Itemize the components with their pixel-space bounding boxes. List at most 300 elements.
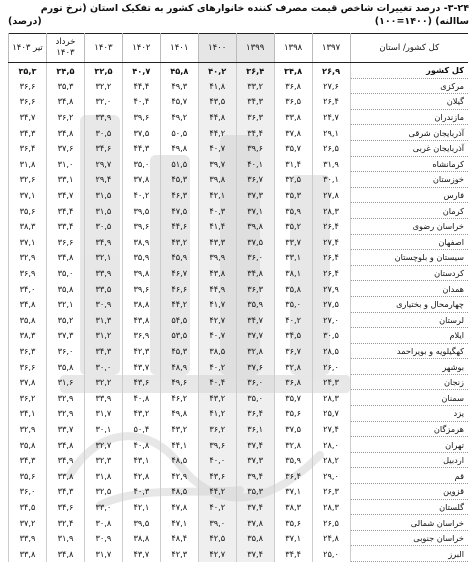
table-cell: ۳۰,۹ [84,296,122,312]
table-cell: ۳۵,۶ [274,515,312,531]
table-cell: ۳۴,۸ [47,125,85,141]
table-cell: ۳۳,۴ [47,218,85,234]
table-cell: ۲۹,۱ [312,125,350,141]
table-cell: ۲۷,۴ [312,234,350,250]
table-cell: ۴۳,۵ [198,94,236,110]
table-row [9,125,469,141]
table-cell: ۴۸,۹ [160,359,198,375]
table-cell: ۴۳,۲ [160,234,198,250]
table-cell: ۳۴,۷ [9,109,47,125]
table-cell: ۳۷,۱ [274,484,312,500]
table-cell: ۴۴,۶ [160,218,198,234]
table-cell: ۳۳,۹ [9,530,47,546]
table-cell: ۴۷,۱ [160,515,198,531]
table-cell: ۳۷,۴ [236,437,274,453]
table-cell: ۳۷,۸ [122,172,160,188]
table-cell: ۳۹,۴ [236,468,274,484]
table-cell: ۳۶,۷ [274,343,312,359]
table-cell: ۴۱,۴ [198,218,236,234]
table-cell: ۴۰,۲ [198,359,236,375]
table-cell: ۳۱,۸ [84,468,122,484]
table-cell: ۴۰,۳ [198,203,236,219]
column-header-1401: ۱۴۰۱ [160,34,198,63]
region-name: خراسان رضوی [350,218,468,234]
table-cell: ۳۹,۹ [198,250,236,266]
table-cell: ۴۰,۲ [198,63,236,79]
table-cell: ۳۶,۹ [122,328,160,344]
table-cell: ۳۶,۰ [9,484,47,500]
region-name: کردستان [350,265,468,281]
table-cell: ۲۷,۵ [312,296,350,312]
region-name: گیلان [350,94,468,110]
table-cell: ۳۱,۴ [274,156,312,172]
table-cell: ۳۴,۳ [236,94,274,110]
table-cell: ۳۲,۸ [236,343,274,359]
table-cell: ۳۶,۳ [9,343,47,359]
table-cell: ۳۵,۹ [122,250,160,266]
table-cell: ۲۷,۸ [312,187,350,203]
table-cell: ۳۰,۵ [84,218,122,234]
table-cell: ۳۴,۳ [9,452,47,468]
table-cell: ۵۱,۵ [160,156,198,172]
table-cell: ۳۵,۳ [9,63,47,79]
table-cell: ۳۱,۵ [84,203,122,219]
table-cell: ۳۹,۸ [122,265,160,281]
table-cell: ۳۲,۸ [274,359,312,375]
region-name: تهران [350,437,468,453]
table-cell: ۳۹,۷ [198,156,236,172]
table-cell: ۲۷,۹ [312,281,350,297]
table-cell: ۴۵,۸ [160,63,198,79]
table-cell: ۳۶,۲ [198,421,236,437]
table-cell: ۴۰,۴ [198,374,236,390]
table-cell: ۳۵,۸ [47,281,85,297]
table-cell: ۳۴,۸ [9,296,47,312]
table-cell: ۴۳,۸ [122,312,160,328]
table-cell: ۳۱,۲ [84,328,122,344]
table-cell: ۳۳,۱ [47,172,85,188]
table-cell: ۴۴,۲ [198,125,236,141]
table-row [9,250,469,266]
table-cell: ۳۶,۷ [236,172,274,188]
table-cell: ۲۹,۰ [312,468,350,484]
table-cell: ۳۲,۴ [47,515,85,531]
table-cell: ۳۹,۰ [198,515,236,531]
region-name: قزوین [350,484,468,500]
table-cell: ۳۵,۸ [9,312,47,328]
table-cell: ۴۳,۲ [198,390,236,406]
table-cell: ۳۲,۲ [84,78,122,94]
region-name: سمنان [350,390,468,406]
table-row [9,437,469,453]
table-cell: ۳۳,۱ [274,250,312,266]
table-cell: ۴۳,۲ [160,421,198,437]
table-cell: ۴۲,۷ [198,546,236,562]
table-cell: ۳۳,۲ [236,78,274,94]
table-row [9,203,469,219]
table-cell: ۴۰,۸ [122,390,160,406]
table-cell: ۳۵,۲ [47,312,85,328]
table-row [9,390,469,406]
table-cell: ۳۸,۳ [9,328,47,344]
table-cell: ۳۵,۷ [274,390,312,406]
table-row [9,452,469,468]
table-cell: ۳۹,۸ [236,218,274,234]
table-cell: ۳۵,۹ [274,452,312,468]
table-cell: ۳۴,۰ [9,281,47,297]
table-cell: ۴۲,۱ [198,187,236,203]
table-cell: ۴۸,۵ [160,452,198,468]
region-name: لرستان [350,312,468,328]
table-cell: ۲۴,۷ [312,109,350,125]
table-cell: ۳۳,۷ [47,421,85,437]
table-cell: ۴۲,۳ [122,343,160,359]
region-name: همدان [350,281,468,297]
table-cell: ۳۶,۶ [9,359,47,375]
table-cell: ۳۴,۳ [47,484,85,500]
table-cell: ۳۲,۸ [274,437,312,453]
table-cell: ۳۶,۲ [47,109,85,125]
table-cell: ۴۲,۱ [122,499,160,515]
table-row [9,78,469,94]
table-cell: ۳۷,۴ [236,546,274,562]
table-cell: ۴۳,۷ [122,546,160,562]
table-cell: ۳۰,۰ [84,359,122,375]
table-cell: ۳۹,۶ [122,109,160,125]
table-cell: ۳۱,۹ [47,530,85,546]
region-name: مازندران [350,109,468,125]
table-cell: ۳۴,۵ [47,63,85,79]
table-cell: ۳۱,۹ [312,156,350,172]
table-cell: ۳۰,۱ [312,172,350,188]
table-cell: ۴۶,۲ [160,390,198,406]
table-cell: ۳۷,۷ [236,328,274,344]
table-cell: ۴۹,۸ [160,140,198,156]
table-cell: ۲۶,۵ [312,515,350,531]
table-cell: ۴۳,۶ [122,374,160,390]
region-name: چهارمحال و بختیاری [350,296,468,312]
table-cell: ۳۸,۳ [274,499,312,515]
table-cell: ۳۶,۰ [47,343,85,359]
table-cell: ۳۵,۷ [274,140,312,156]
table-cell: ۴۲,۵ [198,530,236,546]
table-cell: ۲۶,۴ [312,218,350,234]
table-cell: ۳۴,۱ [9,406,47,422]
table-cell: ۳۹,۶ [236,140,274,156]
region-name: خوزستان [350,172,468,188]
column-header-1403: ۱۴۰۳ [84,34,122,63]
inflation-table [8,33,468,562]
table-cell: ۳۶,۳ [236,281,274,297]
table-cell: ۲۸,۳ [312,390,350,406]
table-cell: ۴۳,۲ [122,406,160,422]
region-name: قم [350,468,468,484]
table-row [9,499,469,515]
table-cell: ۲۶,۵ [312,140,350,156]
table-cell: ۵۰,۵ [160,125,198,141]
table-cell: ۴۰,۳ [122,484,160,500]
table-cell: ۳۴,۸ [47,94,85,110]
table-cell: ۲۶,۴ [312,265,350,281]
table-cell: ۴۴,۱ [160,437,198,453]
table-cell: ۳۴,۵ [274,328,312,344]
table-cell: ۳۲,۹ [47,390,85,406]
table-cell: ۴۰,۲ [274,312,312,328]
table-cell: ۳۲,۷ [84,437,122,453]
table-cell: ۳۹,۶ [122,281,160,297]
table-cell: ۳۶,۱ [236,421,274,437]
region-name: آذربایجان شرقی [350,125,468,141]
column-header-1400: ۱۴۰۰ [198,34,236,63]
region-name: هرمزگان [350,421,468,437]
table-row [9,109,469,125]
table-cell: ۳۵,۰ [274,296,312,312]
table-cell: ۳۲,۹ [9,250,47,266]
table-header-row [9,34,469,63]
table-cell: ۳۲,۱ [47,296,85,312]
table-cell: ۳۵,۰ [47,265,85,281]
table-cell: ۳۵,۲ [274,218,312,234]
table-cell: ۳۷,۸ [274,125,312,141]
table-cell: ۳۹,۵ [122,515,160,531]
table-cell: ۳۲,۲ [84,374,122,390]
region-name: خراسان شمالی [350,515,468,531]
table-cell: ۳۴,۹ [84,234,122,250]
table-cell: ۳۱,۷ [84,406,122,422]
table-cell: ۴۴,۸ [198,109,236,125]
table-row [9,172,469,188]
column-header-region: کل کشور/ استان [350,34,468,63]
table-cell: ۴۰,۲ [122,187,160,203]
region-name: مرکزی [350,78,468,94]
table-cell: ۴۱,۸ [198,78,236,94]
table-cell: ۳۶,۶ [9,78,47,94]
table-cell: ۴۸,۵ [160,484,198,500]
table-cell: ۲۸,۵ [312,343,350,359]
table-cell: ۳۷,۵ [122,125,160,141]
table-cell: ۲۵,۷ [312,406,350,422]
table-cell: ۳۵,۰ [236,390,274,406]
table-row [9,265,469,281]
table-cell: ۴۰,۱ [236,156,274,172]
table-cell: ۳۸,۹ [122,234,160,250]
region-name: یزد [350,406,468,422]
table-cell: ۳۵,۶ [9,203,47,219]
table-cell: ۳۰,۱ [84,421,122,437]
table-cell: ۳۴,۴ [47,203,85,219]
table-cell: ۳۴,۹ [47,452,85,468]
table-cell: ۳۸,۸ [122,296,160,312]
table-cell: ۴۰,۷ [122,63,160,79]
table-cell: ۳۲,۹ [9,421,47,437]
table-cell: ۳۷,۸ [9,374,47,390]
table-cell: ۳۵,۶ [9,468,47,484]
column-header-1398: ۱۳۹۸ [274,34,312,63]
table-cell: ۳۹,۶ [122,218,160,234]
table-cell: ۲۶,۴ [312,94,350,110]
table-cell: ۲۶,۰ [312,359,350,375]
table-row [9,94,469,110]
table-cell: ۳۲,۱ [84,250,122,266]
table-cell: ۳۴,۴ [236,125,274,141]
table-cell: ۳۶,۰ [236,374,274,390]
table-cell: ۲۷,۶ [312,78,350,94]
table-cell: ۴۶,۳ [160,187,198,203]
table-cell: ۳۶,۴ [274,468,312,484]
table-cell: ۳۵,۳ [274,187,312,203]
table-row [9,374,469,390]
table-cell: ۴۹,۸ [160,406,198,422]
table-cell: ۴۹,۶ [160,374,198,390]
table-cell: ۳۱,۳ [84,312,122,328]
table-cell: ۴۰,۲ [198,499,236,515]
table-cell: ۳۳,۸ [9,546,47,562]
table-cell: ۳۸,۸ [122,530,160,546]
table-cell: ۵۰,۴ [122,421,160,437]
region-name: فارس [350,187,468,203]
table-cell: ۲۴,۸ [312,530,350,546]
table-cell: ۳۶,۶ [9,94,47,110]
region-name: کرمان [350,203,468,219]
table-cell: ۴۹,۳ [160,78,198,94]
table-cell: ۳۲,۶ [9,172,47,188]
table-cell: ۳۶,۹ [9,265,47,281]
table-cell: ۳۶,۳ [236,109,274,125]
table-row [9,234,469,250]
table-cell: ۳۱,۶ [47,374,85,390]
table-cell: ۲۸,۲ [312,452,350,468]
table-cell: ۳۲,۳ [84,452,122,468]
table-row [9,296,469,312]
table-cell: ۳۱,۸ [9,156,47,172]
table-cell: ۴۰,۰ [198,452,236,468]
table-cell: ۴۴,۲ [160,296,198,312]
table-cell: ۲۷,۴ [312,421,350,437]
region-name: زنجان [350,374,468,390]
table-title: ۳-۲۴- درصد تغییرات شاخص قیمت مصرف کننده خانوارهای کشور به تفکیک استان (نرخ تورم ساالنه) (۱۴۰۰=۱۰۰) [40,3,469,27]
table-cell: ۲۹,۴ [84,172,122,188]
table-cell: ۳۹,۸ [198,172,236,188]
table-cell: ۳۸,۱ [274,265,312,281]
table-cell: ۳۷,۱ [9,234,47,250]
table-cell: ۴۴,۴ [122,78,160,94]
table-cell: ۲۵,۰ [312,546,350,562]
table-cell: ۳۴,۷ [236,312,274,328]
table-row [9,312,469,328]
table-row [9,468,469,484]
table-cell: ۳۵,۹ [274,203,312,219]
table-cell: ۳۴,۴ [274,546,312,562]
table-cell: ۴۱,۷ [198,296,236,312]
region-name: کل کشور [350,63,468,79]
table-row [9,156,469,172]
table-row [9,484,469,500]
table-cell: ۴۳,۶ [198,468,236,484]
table-cell: ۳۵,۸ [274,281,312,297]
column-header-1399: ۱۳۹۹ [236,34,274,63]
table-cell: ۳۵,۸ [47,359,85,375]
table-cell: ۳۶,۰ [236,250,274,266]
table-cell: ۳۰,۵ [312,328,350,344]
region-name: گلستان [350,499,468,515]
table-cell: ۲۸,۰ [312,437,350,453]
table-cell: ۴۶,۷ [160,265,198,281]
table-cell: ۴۰,۴ [122,94,160,110]
table-row [9,546,469,562]
table-cell: ۴۴,۳ [122,140,160,156]
table-row [9,515,469,531]
table-cell: ۳۷,۲ [9,515,47,531]
table-cell: ۳۳,۹ [84,109,122,125]
table-cell: ۳۶,۲ [9,390,47,406]
table-cell: ۳۳,۹ [84,390,122,406]
table-cell: ۳۶,۸ [274,78,312,94]
table-cell: ۳۷,۴ [236,499,274,515]
table-cell: ۴۰,۷ [198,328,236,344]
table-cell: ۳۲,۵ [84,484,122,500]
table-cell: ۴۸,۴ [160,530,198,546]
table-cell: ۴۲,۹ [160,468,198,484]
unit-label: (درصد) [8,16,42,27]
region-name: البرز [350,546,468,562]
table-row [9,421,469,437]
table-row [9,328,469,344]
table-cell: ۳۷,۶ [236,359,274,375]
column-header-tir-1403: تیر ۱۴۰۳ [9,34,47,63]
table-cell: ۳۷,۳ [236,187,274,203]
table-cell: ۳۴,۸ [47,250,85,266]
table-cell: ۳۷,۵ [274,421,312,437]
table-row [9,187,469,203]
table-cell: ۳۰,۸ [84,515,122,531]
table-cell: ۳۷,۳ [47,328,85,344]
table-cell: ۳۰,۹ [84,530,122,546]
table-cell: ۲۹,۷ [84,156,122,172]
table-cell: ۳۳,۷ [274,234,312,250]
table-cell: ۴۴,۲ [198,484,236,500]
table-cell: ۳۲,۵ [274,172,312,188]
table-cell: ۳۵,۶ [274,406,312,422]
table-cell: ۴۷,۸ [160,499,198,515]
table-cell: ۴۰,۷ [198,140,236,156]
table-cell: ۲۶,۳ [312,484,350,500]
table-cell: ۴۴,۹ [198,281,236,297]
table-cell: ۳۱,۷ [84,546,122,562]
table-cell: ۳۹,۵ [122,203,160,219]
table-row [9,281,469,297]
region-name: کرمانشاه [350,156,468,172]
table-cell: ۳۲,۵ [84,63,122,79]
table-cell: ۳۴,۷ [47,187,85,203]
region-name: آذربایجان غربی [350,140,468,156]
table-cell: ۴۶,۶ [160,281,198,297]
table-cell: ۴۳,۳ [198,234,236,250]
table-cell: ۳۳,۸ [274,109,312,125]
table-cell: ۳۱,۰ [47,156,85,172]
table-cell: ۳۴,۵ [9,499,47,515]
table-row [9,218,469,234]
table-cell: ۳۴,۸ [274,63,312,79]
table-cell: ۳۶,۶ [47,234,85,250]
table-row [9,406,469,422]
table-cell: ۳۴,۳ [9,125,47,141]
column-header-khordad-1403: خرداد ۱۴۰۳ [47,34,85,63]
table-cell: ۳۲,۹ [47,406,85,422]
table-cell: ۴۰,۸ [122,437,160,453]
table-row [9,63,469,79]
table-row [9,359,469,375]
column-header-1402: ۱۴۰۲ [122,34,160,63]
